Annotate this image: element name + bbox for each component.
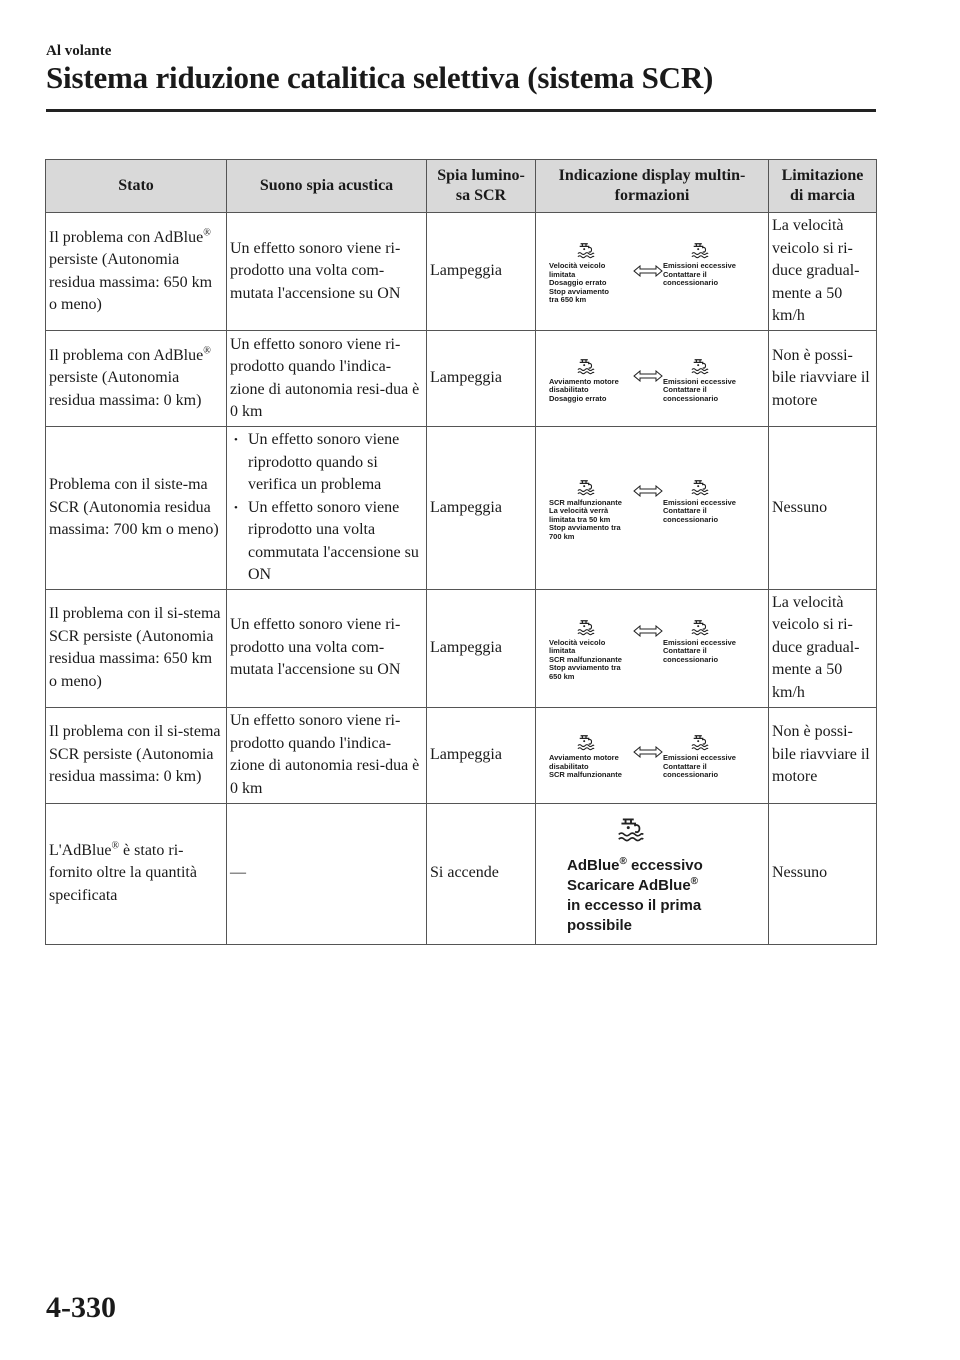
cell-limitazione: Nessuno (769, 803, 877, 944)
list-item: • Un effetto sonoro viene riprodotto una volta commutata l'accensione su ON (230, 497, 423, 587)
display-text-left: SCR malfunzionante La velocità verrà limitata tra 50 km Stop avviamento tra 700 km (549, 497, 622, 541)
cell-spia: Lampeggia (427, 589, 536, 707)
scr-warning-icon (577, 356, 595, 376)
scr-warning-icon (691, 477, 709, 497)
cell-spia: Lampeggia (427, 213, 536, 331)
cell-suono: Un effetto sonoro viene ri-prodotto quando l'indica-zione di autonomia resi-dua è 0 km (227, 707, 427, 803)
page-number: 4-330 (46, 1291, 116, 1324)
display-text-right: Emissioni eccessive Contattare il concessionario (663, 497, 736, 524)
title-rule (46, 109, 876, 112)
table-header-row (46, 160, 877, 213)
display-text-left: Avviamento motore disabilitato SCR malfunzionante (549, 753, 622, 780)
cell-display (536, 803, 769, 944)
table-row (46, 427, 877, 590)
display-text-right: Emissioni eccessive Contattare il concessionario (663, 376, 736, 403)
cell-display (536, 589, 769, 707)
scr-warning-icon (577, 477, 595, 497)
cell-display (536, 331, 769, 427)
cell-limitazione: La velocità veicolo si ri-duce gradual-mente a 50 km/h (769, 213, 877, 331)
display-text-left: Velocità veicolo limitata SCR malfunzionante Stop avviamento tra 650 km (549, 637, 622, 681)
cell-suono: Un effetto sonoro viene ri-prodotto quando l'indica-zione di autonomia resi-dua è 0 km (227, 331, 427, 427)
table-row (46, 589, 877, 707)
scr-warning-icon (577, 732, 595, 752)
header-limitazione: Limitazione di marcia (769, 160, 877, 213)
cell-stato: Il problema con il si-stema SCR persiste (Autonomia residua massima: 0 km) (46, 707, 227, 803)
scr-warning-icon (691, 240, 709, 260)
cell-display (536, 427, 769, 590)
scr-warning-icon (691, 617, 709, 637)
cell-suono: Un effetto sonoro viene ri-prodotto una volta com-mutata l'accensione su ON (227, 213, 427, 331)
section-label: Al volante (46, 43, 112, 59)
display-text-right: Emissioni eccessive Contattare il concessionario (663, 753, 736, 780)
table-row (46, 213, 877, 331)
header-stato: Stato (46, 160, 227, 213)
list-item: • Un effetto sonoro viene riprodotto quando si verifica un problema (230, 429, 423, 497)
cell-stato: Problema con il siste-ma SCR (Autonomia residua massima: 700 km o meno) (46, 427, 227, 590)
cell-stato: Il problema con il si-stema SCR persiste (Autonomia residua massima: 650 km o meno) (46, 589, 227, 707)
scr-warning-icon (691, 732, 709, 752)
cell-spia: Lampeggia (427, 331, 536, 427)
double-arrow-icon (633, 265, 663, 277)
display-text-left: Avviamento motore disabilitato Dosaggio errato (549, 376, 619, 403)
scr-warning-icon (691, 356, 709, 376)
cell-stato: Il problema con AdBlue® persiste (Autonomia residua massima: 650 km o meno) (46, 213, 227, 331)
table-row (46, 803, 877, 944)
cell-suono (227, 427, 427, 590)
header-display: Indicazione display multin- formazioni (536, 160, 769, 213)
cell-spia: Lampeggia (427, 707, 536, 803)
cell-display (536, 213, 769, 331)
double-arrow-icon (633, 485, 663, 497)
adblue-excess-icon (617, 814, 645, 844)
cell-display (536, 707, 769, 803)
page-title: Sistema riduzione catalitica selettiva (sistema SCR) (46, 60, 714, 95)
cell-suono: ― (227, 803, 427, 944)
display-text-left: Velocità veicolo limitata Dosaggio errato Stop avviamento tra 650 km (549, 261, 610, 305)
display-text-right: Emissioni eccessive Contattare il concessionario (663, 261, 736, 288)
double-arrow-icon (633, 625, 663, 637)
cell-spia: Lampeggia (427, 427, 536, 590)
header-spia: Spia lumino- sa SCR (427, 160, 536, 213)
header-suono: Suono spia acustica (227, 160, 427, 213)
cell-spia: Si accende (427, 803, 536, 944)
display-text-right: Emissioni eccessive Contattare il concessionario (663, 637, 736, 664)
table-row (46, 707, 877, 803)
status-table (45, 159, 877, 945)
cell-suono: Un effetto sonoro viene ri-prodotto una volta com-mutata l'accensione su ON (227, 589, 427, 707)
cell-limitazione: Nessuno (769, 427, 877, 590)
cell-limitazione: Non è possi-bile riavviare il motore (769, 707, 877, 803)
double-arrow-icon (633, 370, 663, 382)
cell-stato: L'AdBlue® è stato ri-fornito oltre la quantità specificata (46, 803, 227, 944)
table-row (46, 331, 877, 427)
scr-warning-icon (577, 617, 595, 637)
cell-stato: Il problema con AdBlue® persiste (Autonomia residua massima: 0 km) (46, 331, 227, 427)
display-text-adblue: AdBlue® eccessivo Scaricare AdBlue® in eccesso il prima possibile (567, 855, 703, 934)
double-arrow-icon (633, 746, 663, 758)
cell-limitazione: Non è possi-bile riavviare il motore (769, 331, 877, 427)
scr-warning-icon (577, 240, 595, 260)
cell-limitazione: La velocità veicolo si ri-duce gradual-mente a 50 km/h (769, 589, 877, 707)
